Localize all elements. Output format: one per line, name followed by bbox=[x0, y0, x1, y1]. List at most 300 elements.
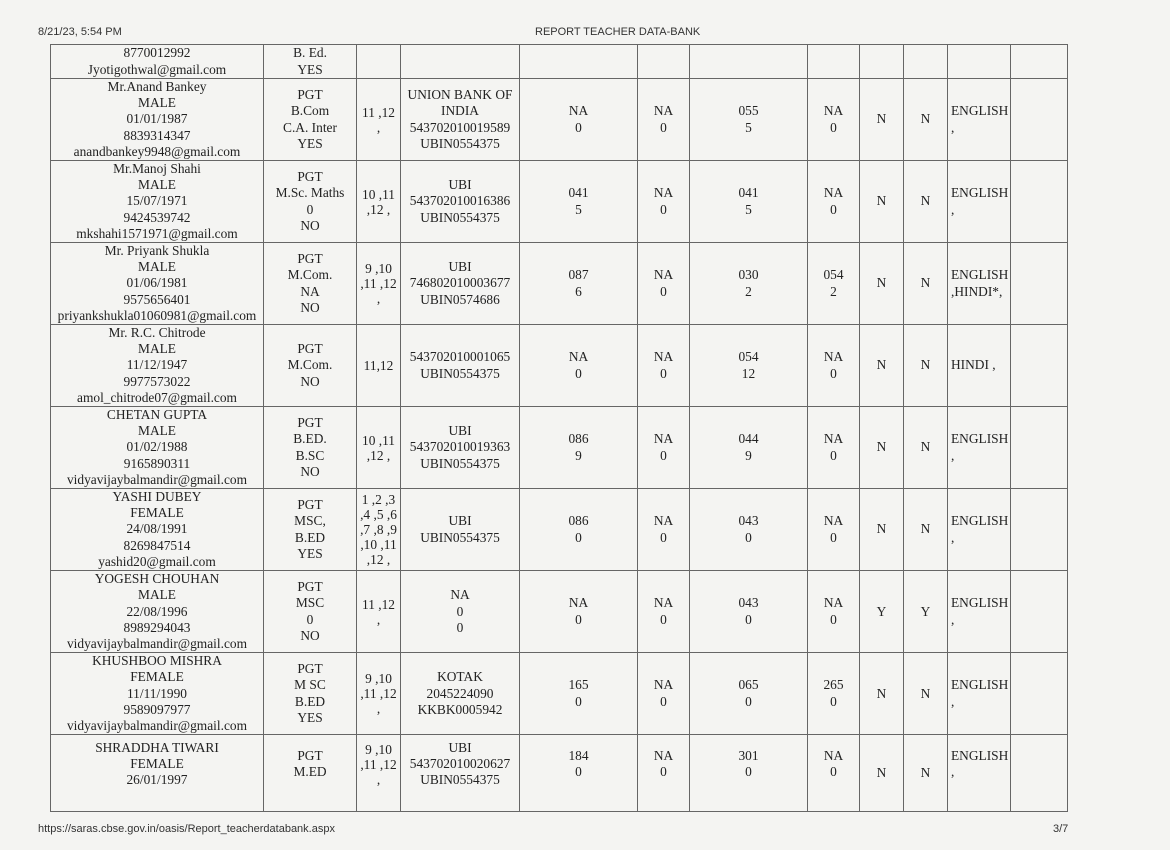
flag-cell-value: Y bbox=[920, 603, 931, 619]
subject-code-cell-line: NA bbox=[653, 431, 674, 447]
subject-code-cell-line: 6 bbox=[575, 283, 582, 299]
flag-cell bbox=[904, 407, 948, 489]
language-cell-line: , bbox=[951, 764, 955, 780]
subject-code-cell-line: 0 bbox=[660, 764, 667, 780]
bank-details-cell bbox=[401, 243, 520, 325]
language-cell-line: , bbox=[951, 447, 955, 463]
qualification-cell-line: YES bbox=[297, 61, 323, 77]
subject-code-cell-line: 0 bbox=[660, 365, 667, 381]
bank-details-cell-line: 543702010020627 bbox=[409, 756, 511, 772]
teacher-details-cell-line: FEMALE bbox=[130, 669, 184, 685]
classes-cell-line: 9 ,10 bbox=[365, 741, 392, 757]
qualification-cell-line: B.Com bbox=[290, 103, 330, 119]
classes-cell-line: 10 ,11 bbox=[362, 186, 395, 202]
qualification-cell-line: B.ED bbox=[294, 529, 326, 545]
empty-cell bbox=[1011, 243, 1068, 325]
subject-code-cell-line: 165 bbox=[568, 677, 589, 693]
flag-cell bbox=[860, 243, 904, 325]
classes-cell-line: ,12 , bbox=[366, 447, 391, 463]
qualification-cell-line: PGT bbox=[297, 169, 323, 185]
teacher-details-cell bbox=[51, 735, 264, 812]
qualification-cell-line: PGT bbox=[297, 747, 323, 763]
language-cell-line: , bbox=[951, 529, 955, 545]
teacher-details-cell-line: yashid20@gmail.com bbox=[98, 553, 216, 569]
subject-code-cell bbox=[520, 653, 638, 735]
teacher-details-cell-line: 01/02/1988 bbox=[126, 439, 188, 455]
subject-code-cell-line: 9 bbox=[575, 447, 582, 463]
flag-cell bbox=[904, 325, 948, 407]
classes-cell-line: 11 ,12 bbox=[362, 596, 395, 612]
subject-code-cell-line: NA bbox=[653, 513, 674, 529]
page-url[interactable]: https://saras.cbse.gov.in/oasis/Report_teacherdatabank.aspx bbox=[38, 823, 335, 835]
subject-code-cell bbox=[690, 407, 808, 489]
language-cell-line: ENGLISH bbox=[951, 267, 1009, 283]
teacher-details-cell-line: YOGESH CHOUHAN bbox=[94, 571, 220, 587]
teacher-details-cell bbox=[51, 161, 264, 243]
subject-code-cell bbox=[638, 325, 690, 407]
print-datetime: 8/21/23, 5:54 PM bbox=[38, 26, 122, 38]
subject-code-cell-line: 086 bbox=[568, 431, 589, 447]
classes-cell bbox=[357, 571, 401, 653]
qualification-cell-line: PGT bbox=[297, 251, 323, 267]
teacher-details-cell-line: 11/11/1990 bbox=[126, 685, 187, 701]
language-cell-line: , bbox=[951, 119, 955, 135]
language-cell-line: ENGLISH bbox=[951, 595, 1009, 611]
bank-details-cell bbox=[401, 325, 520, 407]
subject-code-cell-line: NA bbox=[823, 513, 844, 529]
bank-details-cell bbox=[401, 735, 520, 812]
subject-code-cell-line: 2 bbox=[745, 283, 752, 299]
flag-cell-value: N bbox=[920, 193, 931, 209]
bank-details-cell-line: UBI bbox=[448, 423, 472, 439]
teacher-details-cell-line: 9575656401 bbox=[123, 291, 191, 307]
subject-code-cell-line: NA bbox=[653, 267, 674, 283]
qualification-cell-line: YES bbox=[297, 135, 323, 151]
subject-code-cell-line: NA bbox=[568, 349, 589, 365]
teacher-details-cell-line: 9165890311 bbox=[123, 455, 191, 471]
bank-details-cell-line: 543702010001065 bbox=[409, 349, 511, 365]
classes-cell-line: ,7 ,8 ,9 bbox=[360, 522, 397, 538]
teacher-details-cell-line: 01/06/1981 bbox=[126, 275, 188, 291]
classes-cell-line: , bbox=[376, 291, 381, 307]
flag-cell bbox=[904, 161, 948, 243]
qualification-cell-line: PGT bbox=[297, 87, 323, 103]
subject-code-cell bbox=[638, 489, 690, 571]
subject-code-cell-line: 0 bbox=[830, 764, 837, 780]
qualification-cell-line: PGT bbox=[297, 579, 323, 595]
flag-cell bbox=[904, 243, 948, 325]
bank-details-cell-line: UBIN0554375 bbox=[420, 772, 500, 788]
table-row bbox=[51, 79, 1068, 161]
qualification-cell bbox=[264, 45, 357, 79]
subject-code-cell bbox=[638, 79, 690, 161]
subject-code-cell bbox=[690, 735, 808, 812]
subject-code-cell bbox=[520, 45, 638, 79]
teacher-details-cell-line: 24/08/1991 bbox=[126, 521, 188, 537]
subject-code-cell bbox=[808, 571, 860, 653]
teacher-details-cell-line: 26/01/1997 bbox=[126, 772, 188, 788]
qualification-cell-line: B. Ed. bbox=[293, 45, 327, 61]
teacher-details-cell-line: Jyotigothwal@gmail.com bbox=[87, 61, 227, 77]
subject-code-cell-line: 5 bbox=[745, 119, 752, 135]
subject-code-cell bbox=[520, 161, 638, 243]
subject-code-cell-line: 065 bbox=[738, 677, 759, 693]
classes-cell-line: 10 ,11 bbox=[362, 432, 395, 448]
qualification-cell-line: NO bbox=[300, 299, 320, 315]
flag-cell bbox=[860, 325, 904, 407]
subject-code-cell bbox=[690, 79, 808, 161]
subject-code-cell-line: 0 bbox=[745, 693, 752, 709]
subject-code-cell bbox=[808, 325, 860, 407]
subject-code-cell-line: 0 bbox=[575, 529, 582, 545]
subject-code-cell-line: NA bbox=[823, 185, 844, 201]
flag-cell bbox=[860, 735, 904, 812]
teacher-details-cell-line: 9424539742 bbox=[123, 209, 191, 225]
qualification-cell bbox=[264, 407, 357, 489]
qualification-cell-line: MSC bbox=[295, 595, 325, 611]
table-row bbox=[51, 243, 1068, 325]
subject-code-cell-line: 0 bbox=[745, 764, 752, 780]
subject-code-cell-line: 0 bbox=[575, 365, 582, 381]
qualification-cell-line: MSC, bbox=[294, 513, 326, 529]
teacher-details-cell-line: 01/01/1987 bbox=[126, 111, 188, 127]
teacher-details-cell-line: 8770012992 bbox=[123, 45, 191, 61]
subject-code-cell-line: 043 bbox=[738, 513, 759, 529]
subject-code-cell bbox=[808, 161, 860, 243]
bank-details-cell bbox=[401, 79, 520, 161]
flag-cell bbox=[904, 79, 948, 161]
bank-details-cell-line: UBIN0554375 bbox=[420, 529, 500, 545]
teacher-details-cell-line: 9589097977 bbox=[123, 701, 191, 717]
bank-details-cell-line: UBIN0554375 bbox=[420, 365, 500, 381]
empty-cell bbox=[1011, 653, 1068, 735]
qualification-cell-line: M.Sc. Maths bbox=[275, 185, 345, 201]
qualification-cell bbox=[264, 571, 357, 653]
teacher-details-cell-line: vidyavijaybalmandir@gmail.com bbox=[66, 717, 248, 733]
bank-details-cell-line: UBIN0554375 bbox=[420, 209, 500, 225]
flag-cell-value: N bbox=[876, 111, 887, 127]
qualification-cell-line: YES bbox=[297, 545, 323, 561]
empty-cell bbox=[1011, 735, 1068, 812]
subject-code-cell-line: 0 bbox=[660, 447, 667, 463]
page-number: 3/7 bbox=[1053, 823, 1069, 835]
subject-code-cell-line: 301 bbox=[738, 747, 759, 763]
teacher-rows bbox=[51, 45, 1068, 812]
subject-code-cell-line: 086 bbox=[568, 513, 589, 529]
report-title: REPORT TEACHER DATA-BANK bbox=[535, 26, 701, 38]
qualification-cell-line: B.ED. bbox=[293, 431, 327, 447]
subject-code-cell bbox=[638, 407, 690, 489]
classes-cell-line: 1 ,2 ,3 bbox=[361, 492, 396, 508]
classes-cell bbox=[357, 489, 401, 571]
teacher-details-cell-line: vidyavijaybalmandir@gmail.com bbox=[66, 471, 248, 487]
qualification-cell-line: PGT bbox=[297, 341, 323, 357]
subject-code-cell-line: 0 bbox=[660, 201, 667, 217]
bank-details-cell-line: 2045224090 bbox=[426, 685, 494, 701]
teacher-details-cell bbox=[51, 407, 264, 489]
teacher-details-cell-line: Mr. R.C. Chitrode bbox=[108, 325, 206, 341]
qualification-cell-line: 0 bbox=[306, 611, 314, 627]
subject-code-cell-line: 0 bbox=[575, 611, 582, 627]
subject-code-cell bbox=[520, 243, 638, 325]
bank-details-cell-line: 0 bbox=[456, 619, 464, 635]
flag-cell bbox=[860, 407, 904, 489]
subject-code-cell-line: 0 bbox=[660, 283, 667, 299]
subject-code-cell bbox=[520, 489, 638, 571]
empty-cell bbox=[1011, 407, 1068, 489]
table-row bbox=[51, 489, 1068, 571]
teacher-details-cell-line: 15/07/1971 bbox=[126, 193, 188, 209]
qualification-cell-line: 0 bbox=[306, 201, 314, 217]
flag-cell-value: N bbox=[920, 111, 931, 127]
qualification-cell-line: YES bbox=[297, 709, 323, 725]
language-cell bbox=[948, 161, 1011, 243]
language-cell bbox=[948, 489, 1011, 571]
teacher-details-cell-line: MALE bbox=[138, 259, 176, 275]
table-row bbox=[51, 735, 1068, 812]
language-cell bbox=[948, 79, 1011, 161]
teacher-details-cell-line: 8989294043 bbox=[123, 619, 191, 635]
teacher-details-cell-line: YASHI DUBEY bbox=[112, 489, 202, 505]
flag-cell-value: N bbox=[920, 439, 931, 455]
qualification-cell bbox=[264, 79, 357, 161]
subject-code-cell bbox=[638, 243, 690, 325]
classes-cell-line: , bbox=[376, 611, 381, 627]
subject-code-cell-line: NA bbox=[653, 747, 674, 763]
language-cell bbox=[948, 407, 1011, 489]
flag-cell-value: N bbox=[876, 275, 887, 291]
bank-details-cell-line: INDIA bbox=[441, 103, 479, 119]
subject-code-cell bbox=[638, 571, 690, 653]
classes-cell-line: 9 ,10 bbox=[365, 261, 392, 277]
subject-code-cell bbox=[638, 735, 690, 812]
subject-code-cell-line: 0 bbox=[830, 119, 837, 135]
qualification-cell-line: NO bbox=[300, 627, 320, 643]
subject-code-cell-line: NA bbox=[653, 677, 674, 693]
flag-cell bbox=[860, 571, 904, 653]
flag-cell bbox=[904, 571, 948, 653]
classes-cell bbox=[357, 243, 401, 325]
teacher-details-cell bbox=[51, 325, 264, 407]
subject-code-cell-line: NA bbox=[823, 747, 844, 763]
teacher-details-cell-line: MALE bbox=[138, 177, 176, 193]
subject-code-cell-line: 0 bbox=[575, 119, 582, 135]
teacher-details-cell-line: MALE bbox=[138, 423, 176, 439]
subject-code-cell-line: 055 bbox=[738, 103, 759, 119]
subject-code-cell-line: 0 bbox=[745, 529, 752, 545]
subject-code-cell-line: 0 bbox=[830, 611, 837, 627]
qualification-cell bbox=[264, 243, 357, 325]
language-cell bbox=[948, 325, 1011, 407]
flag-cell bbox=[860, 45, 904, 79]
teacher-details-cell bbox=[51, 79, 264, 161]
bank-details-cell bbox=[401, 571, 520, 653]
teacher-details-cell-line: vidyavijaybalmandir@gmail.com bbox=[66, 635, 248, 651]
subject-code-cell bbox=[690, 325, 808, 407]
classes-cell-line: ,12 , bbox=[366, 201, 391, 217]
subject-code-cell-line: 2 bbox=[830, 283, 837, 299]
empty-cell bbox=[1011, 79, 1068, 161]
qualification-cell bbox=[264, 653, 357, 735]
teacher-details-cell bbox=[51, 653, 264, 735]
teacher-details-cell-line: MALE bbox=[138, 341, 176, 357]
table-row bbox=[51, 325, 1068, 407]
table-row bbox=[51, 571, 1068, 653]
flag-cell-value: N bbox=[876, 357, 887, 373]
empty-cell bbox=[1011, 325, 1068, 407]
bank-details-cell-line: 0 bbox=[456, 603, 464, 619]
subject-code-cell-line: 5 bbox=[745, 201, 752, 217]
qualification-cell-line: PGT bbox=[297, 415, 323, 431]
flag-cell-value: N bbox=[920, 357, 931, 373]
subject-code-cell-line: NA bbox=[568, 103, 589, 119]
subject-code-cell-line: 0 bbox=[830, 365, 837, 381]
language-cell bbox=[948, 45, 1011, 79]
subject-code-cell bbox=[690, 653, 808, 735]
bank-details-cell-line: 543702010016386 bbox=[409, 193, 511, 209]
teacher-data-table bbox=[50, 44, 1068, 812]
flag-cell bbox=[904, 653, 948, 735]
teacher-details-cell-line: FEMALE bbox=[130, 756, 184, 772]
classes-cell-line: ,12 , bbox=[366, 552, 391, 568]
bank-details-cell-line: UBIN0574686 bbox=[420, 291, 500, 307]
subject-code-cell-line: 12 bbox=[741, 365, 756, 381]
subject-code-cell-line: 0 bbox=[660, 693, 667, 709]
flag-cell-value: Y bbox=[876, 603, 887, 619]
language-cell bbox=[948, 653, 1011, 735]
subject-code-cell bbox=[520, 325, 638, 407]
language-cell-line: HINDI , bbox=[951, 357, 996, 373]
classes-cell-line: 11 ,12 bbox=[362, 104, 395, 120]
qualification-cell-line: NA bbox=[300, 283, 320, 299]
empty-cell bbox=[1011, 489, 1068, 571]
qualification-cell-line: B.ED bbox=[294, 693, 326, 709]
classes-cell-line: ,10 ,11 bbox=[360, 537, 397, 553]
subject-code-cell bbox=[808, 735, 860, 812]
subject-code-cell bbox=[690, 243, 808, 325]
teacher-details-cell-line: 8839314347 bbox=[123, 127, 191, 143]
qualification-cell-line: NO bbox=[300, 463, 320, 479]
qualification-cell-line: NO bbox=[300, 373, 320, 389]
qualification-cell-line: PGT bbox=[297, 661, 323, 677]
language-cell-line: , bbox=[951, 693, 955, 709]
teacher-details-cell-line: CHETAN GUPTA bbox=[106, 407, 208, 423]
flag-cell bbox=[904, 735, 948, 812]
bank-details-cell-line: 746802010003677 bbox=[409, 275, 511, 291]
subject-code-cell-line: 0 bbox=[660, 611, 667, 627]
bank-details-cell bbox=[401, 407, 520, 489]
classes-cell bbox=[357, 79, 401, 161]
flag-cell bbox=[904, 45, 948, 79]
language-cell-line: , bbox=[951, 611, 955, 627]
bank-details-cell-line: UBIN0554375 bbox=[420, 135, 500, 151]
subject-code-cell-line: NA bbox=[568, 595, 589, 611]
classes-cell-line: 9 ,10 bbox=[365, 671, 392, 687]
qualification-cell bbox=[264, 325, 357, 407]
teacher-details-cell-line: FEMALE bbox=[130, 505, 184, 521]
flag-cell-value: N bbox=[876, 685, 887, 701]
subject-code-cell-line: 265 bbox=[823, 677, 844, 693]
flag-cell-value: N bbox=[876, 521, 887, 537]
bank-details-cell-line: UBI bbox=[448, 739, 472, 755]
teacher-details-cell-line: anandbankey9948@gmail.com bbox=[73, 143, 241, 159]
classes-cell-line: , bbox=[376, 701, 381, 717]
teacher-details-cell bbox=[51, 243, 264, 325]
bank-details-cell bbox=[401, 161, 520, 243]
qualification-cell bbox=[264, 489, 357, 571]
teacher-details-cell-line: mkshahi1571971@gmail.com bbox=[76, 225, 238, 241]
subject-code-cell bbox=[808, 79, 860, 161]
language-cell bbox=[948, 735, 1011, 812]
classes-cell bbox=[357, 407, 401, 489]
classes-cell-line: ,11 ,12 bbox=[360, 686, 397, 702]
subject-code-cell-line: 041 bbox=[568, 185, 589, 201]
subject-code-cell-line: 0 bbox=[575, 764, 582, 780]
teacher-details-cell-line: SHRADDHA TIWARI bbox=[95, 739, 219, 755]
flag-cell bbox=[860, 79, 904, 161]
subject-code-cell bbox=[690, 161, 808, 243]
flag-cell bbox=[904, 489, 948, 571]
qualification-cell bbox=[264, 161, 357, 243]
teacher-details-cell bbox=[51, 45, 264, 79]
subject-code-cell-line: NA bbox=[823, 431, 844, 447]
bank-details-cell-line: NA bbox=[450, 587, 470, 603]
subject-code-cell-line: NA bbox=[823, 103, 844, 119]
subject-code-cell-line: 0 bbox=[830, 201, 837, 217]
bank-details-cell bbox=[401, 489, 520, 571]
classes-cell-line: , bbox=[376, 119, 381, 135]
bank-details-cell-line: UBIN0554375 bbox=[420, 455, 500, 471]
language-cell-line: ENGLISH bbox=[951, 103, 1009, 119]
empty-cell bbox=[1011, 161, 1068, 243]
subject-code-cell-line: 030 bbox=[738, 267, 759, 283]
bank-details-cell-line: KOTAK bbox=[437, 669, 483, 685]
classes-cell bbox=[357, 653, 401, 735]
language-cell-line: ENGLISH bbox=[951, 185, 1009, 201]
qualification-cell-line: C.A. Inter bbox=[283, 119, 337, 135]
language-cell-line: ENGLISH bbox=[951, 747, 1009, 763]
teacher-details-cell-line: amol_chitrode07@gmail.com bbox=[77, 389, 237, 405]
bank-details-cell-line: UBI bbox=[448, 513, 472, 529]
subject-code-cell bbox=[690, 571, 808, 653]
bank-details-cell-line: UNION BANK OF bbox=[407, 87, 513, 103]
subject-code-cell bbox=[520, 79, 638, 161]
teacher-details-cell bbox=[51, 571, 264, 653]
classes-cell bbox=[357, 735, 401, 812]
table-row bbox=[51, 653, 1068, 735]
subject-code-cell-line: NA bbox=[823, 595, 844, 611]
table-row bbox=[51, 45, 1068, 79]
table-row bbox=[51, 407, 1068, 489]
language-cell-line: ENGLISH bbox=[951, 513, 1009, 529]
subject-code-cell-line: 043 bbox=[738, 595, 759, 611]
teacher-details-cell-line: priyankshukla01060981@gmail.com bbox=[57, 307, 257, 323]
teacher-details-cell-line: Mr.Manoj Shahi bbox=[113, 161, 201, 177]
classes-cell bbox=[357, 161, 401, 243]
qualification-cell bbox=[264, 735, 357, 812]
teacher-details-cell-line: 11/12/1947 bbox=[126, 357, 188, 373]
flag-cell-value: N bbox=[920, 275, 931, 291]
subject-code-cell-line: 0 bbox=[830, 529, 837, 545]
subject-code-cell-line: 0 bbox=[830, 693, 837, 709]
subject-code-cell-line: 0 bbox=[745, 611, 752, 627]
subject-code-cell bbox=[690, 45, 808, 79]
flag-cell bbox=[860, 489, 904, 571]
subject-code-cell-line: 0 bbox=[575, 693, 582, 709]
table-row bbox=[51, 161, 1068, 243]
subject-code-cell-line: 044 bbox=[738, 431, 759, 447]
subject-code-cell-line: NA bbox=[823, 349, 844, 365]
